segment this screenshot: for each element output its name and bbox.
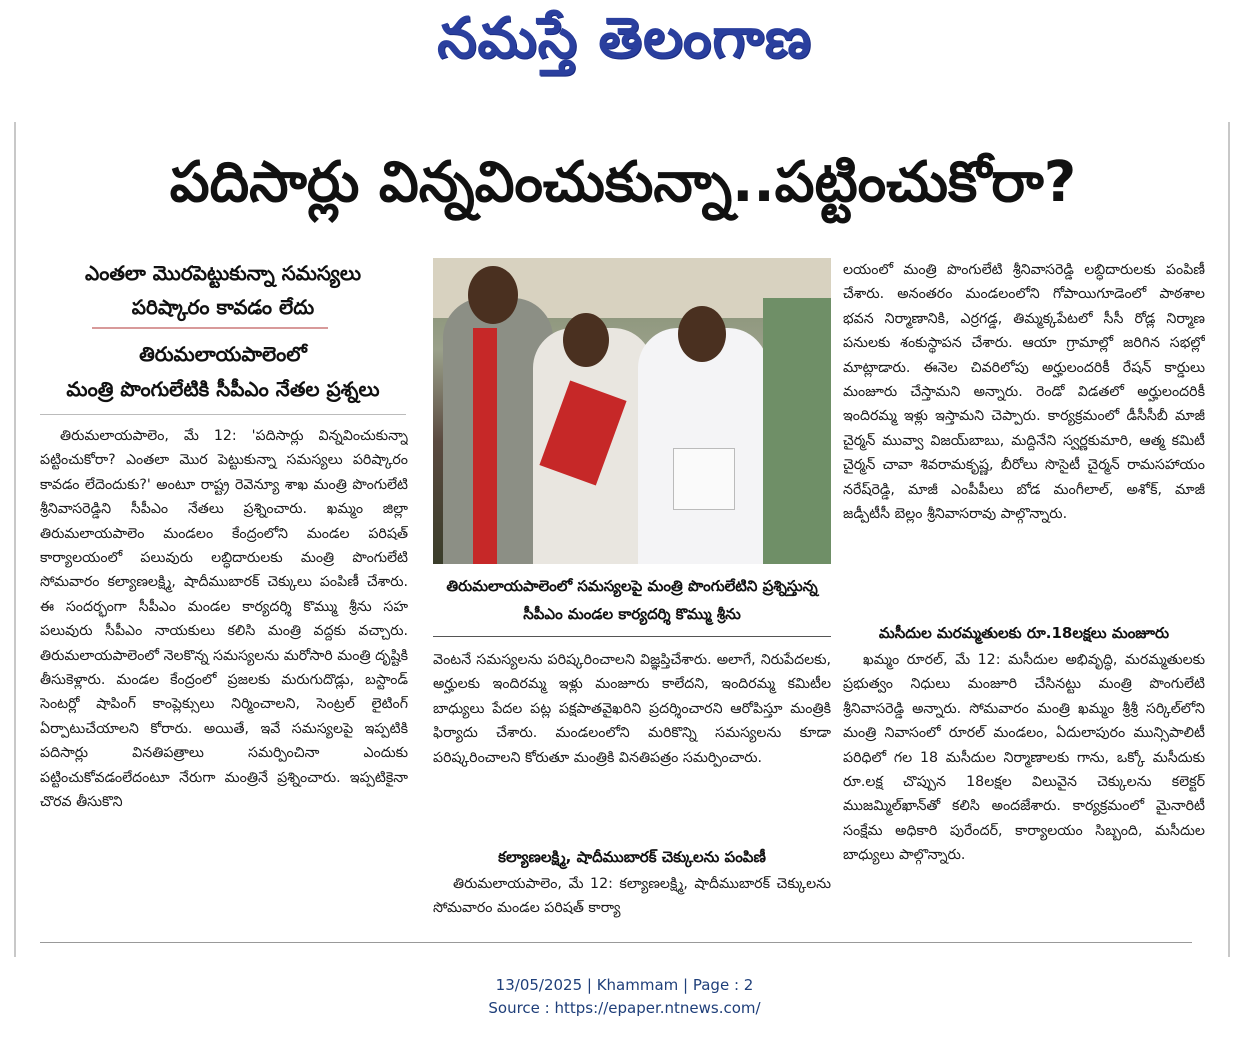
- photo-head-3: [678, 306, 726, 362]
- col3-subhead: మసీదుల మరమ్మతులకు రూ.18లక్షలు మంజూరు: [878, 624, 1170, 642]
- bottom-rule: [40, 942, 1192, 943]
- page-frame-left: [14, 122, 16, 957]
- photo-head-1: [468, 266, 518, 324]
- subhead-bottom-rule: [40, 414, 406, 415]
- footer-dateline: 13/05/2025 | Khammam | Page : 2: [495, 976, 754, 994]
- subhead-line-2: పరిష్కారం కావడం లేదు: [131, 295, 315, 319]
- article-body-col1: తిరుమలాయపాలెం, మే 12: 'పదిసార్లు విన్నవించుకున్నా పట్టించుకోరా? ఎంతలా మొర పెట్టుకున్నా సమస్యలు పరిష్కారం కావడం లేదెందుకు?' అంటూ రాష్ట్ర రెవెన్యూ శాఖ మంత్రి పొంగులేటి శ్రీనివాసరెడ్డిని సీపీఎం నేతలు ప్రశ్నించారు. ఖమ్మం జిల్లా తిరుమలాయపాలెం మండలం కేంద్రంలోని మండల పరిషత్ కార్యాలయంలో పలువురు లబ్ధిదారులకు మంత్రి పొంగులేటి సోమవారం కల్యాణలక్ష్మి, షాదీముబారక్ చెక్కులు పంపిణీ చేశారు. ఈ సందర్భంగా సీపీఎం మండల కార్యదర్శి కొమ్ము శ్రీను సహ పలువురు సీపీఎం నాయకులు కలిసి మంత్రి వద్దకు వచ్చారు. తిరుమలాయపాలెంలో నెలకొన్న సమస్యలను మరోసారి మంత్రి దృష్టికి తీసుకెళ్లారు. మండల కేంద్రంలో ప్రజలకు మరుగుదొడ్లు, బస్టాండ్ సెంటర్లో షాపింగ్ కాంప్లెక్సులు నిర్మించాలని, సెంట్రల్ లైటింగ్ ఏర్పాటుచేయాలని కోరారు. అయితే, ఇవే సమస్యలపై ఇప్పటికి పదిసార్లు వినతిపత్రాలు సమర్పించినా ఎందుకు పట్టించుకోవడంలేదంటూ నేరుగా మంత్రినే ప్రశ్నించారు. ఇప్పటికైనా చొరవ తీసుకొని: [40, 428, 408, 811]
- photo-head-2: [563, 313, 609, 367]
- photo-person-4: [763, 298, 831, 564]
- subhead-line-3: తిరుమలాయపాలెంలో: [139, 342, 307, 366]
- headline: పదిసార్లు విన్నవించుకున్నా..పట్టించుకోరా?: [169, 150, 1077, 215]
- article-body-col3-b: ఖమ్మం రూరల్, మే 12: మసీదుల అభివృద్ధి, మరమ్మతులకు ప్రభుత్వం నిధులు మంజూరి చేసినట్టు మంత్రి పొంగులేటి శ్రీనివాసరెడ్డి అన్నారు. సోమవారం మంత్రి ఖమ్మం శ్రీశ్రీ సర్కిల్‌లోని మంత్రి నివాసంలో రూరల్ మండలం, ఏదులాపురం మున్సిపాలిటీ పరిధిలో గల 18 మసీదుల నిర్మాణాలకు గాను, ఒక్కో మసీదుకు రూ.లక్ష చొప్పున 18లక్షల విలువైన చెక్కులను కలెక్టర్ ముజమ్మిల్‌ఖాన్‌తో కలిసి అందజేశారు. కార్యక్రమంలో మైనారిటీ సంక్షేమ అధికారి పురేందర్, కార్యాలయం సిబ్బంది, మసీదుల బాధ్యులు పాల్గొన్నారు.: [843, 652, 1205, 864]
- col2-subhead: కల్యాణలక్ష్మి, షాదీముబారక్ చెక్కులను పంపిణీ: [498, 848, 766, 866]
- subhead-line-1: ఎంతలా మొరపెట్టుకున్నా సమస్యలు: [84, 261, 362, 285]
- photo-person-3: [638, 328, 768, 564]
- photo-petition-paper: [673, 448, 735, 510]
- article-body-col2-b: తిరుమలాయపాలెం, మే 12: కల్యాణలక్ష్మి, షాదీముబారక్ చెక్కులను సోమవారం మండల పరిషత్ కార్యా: [433, 876, 831, 917]
- photo-caption: తిరుమలాయపాలెంలో సమస్యలపై మంత్రి పొంగులేటిని ప్రశ్నిస్తున్న సీపీఎం మండల కార్యదర్శి కొమ్ము శ్రీను: [446, 577, 818, 623]
- subhead-line-4: మంత్రి పొంగులేటికి సీపీఎం నేతల ప్రశ్నలు: [66, 377, 380, 401]
- footer-source-link[interactable]: Source : https://epaper.ntnews.com/: [488, 999, 761, 1017]
- caption-rule: [433, 636, 831, 637]
- masthead-logo: నమస్తే తెలంగాణ: [437, 6, 812, 71]
- subhead-divider: [92, 327, 328, 329]
- photo-red-scarf-1: [473, 328, 497, 564]
- news-photo: [433, 258, 831, 564]
- article-body-col2: వెంటనే సమస్యలను పరిష్కరించాలని విజ్ఞప్తిచేశారు. అలాగే, నిరుపేదలకు, అర్హులకు ఇందిరమ్మ ఇళ్లు మంజూరు కాలేదని, ఇందిరమ్మ కమిటీల బాధ్యులు పేదల పట్ల పక్షపాతవైఖరిని ప్రదర్శించారని ఆరోపిస్తూ మంత్రికి ఫిర్యాదు చేశారు. మండలంలోని మరికొన్ని సమస్యలను కూడా పరిష్కరించాలని కోరుతూ మంత్రికి వినతిపత్రం సమర్పించారు.: [433, 652, 831, 766]
- page-frame-right: [1228, 122, 1230, 957]
- article-body-col3: లయంలో మంత్రి పొంగులేటి శ్రీనివాసరెడ్డి లబ్ధిదారులకు పంపిణీ చేశారు. అనంతరం మండలంలోని గోపాయిగూడెంలో పాఠశాల భవన నిర్మాణానికి, ఎర్రగడ్డ, తిమ్మక్కపేటలో సీసీ రోడ్ల నిర్మాణ పనులకు శంకుస్థాపన చేశారు. ఆయా గ్రామాల్లో జరిగిన సభల్లో మాట్లాడారు. ఈనెల చివరిలోపు అర్హులందరికీ రేషన్ కార్డులు మంజూరు చేస్తామని అన్నారు. రెండో విడతలో అర్హులందరికీ ఇందిరమ్మ ఇళ్లు ఇస్తామని చెప్పారు. కార్యక్రమంలో డీసీసీబీ మాజీ చైర్మన్ మువ్వా విజయ్‌బాబు, మద్దినేని స్వర్ణకుమారి, ఆత్మ కమిటీ చైర్మన్ చావా శివరామకృష్ణ, బీరోలు సొసైటీ చైర్మన్ రామసహాయం నరేష్‌రెడ్డి, మాజీ ఎంపీపీలు బోడ మంగీలాల్, అశోక్, మాజీ జడ్పీటీసీ బెల్లం శ్రీనివాసరావు పాల్గొన్నారు.: [843, 262, 1205, 523]
